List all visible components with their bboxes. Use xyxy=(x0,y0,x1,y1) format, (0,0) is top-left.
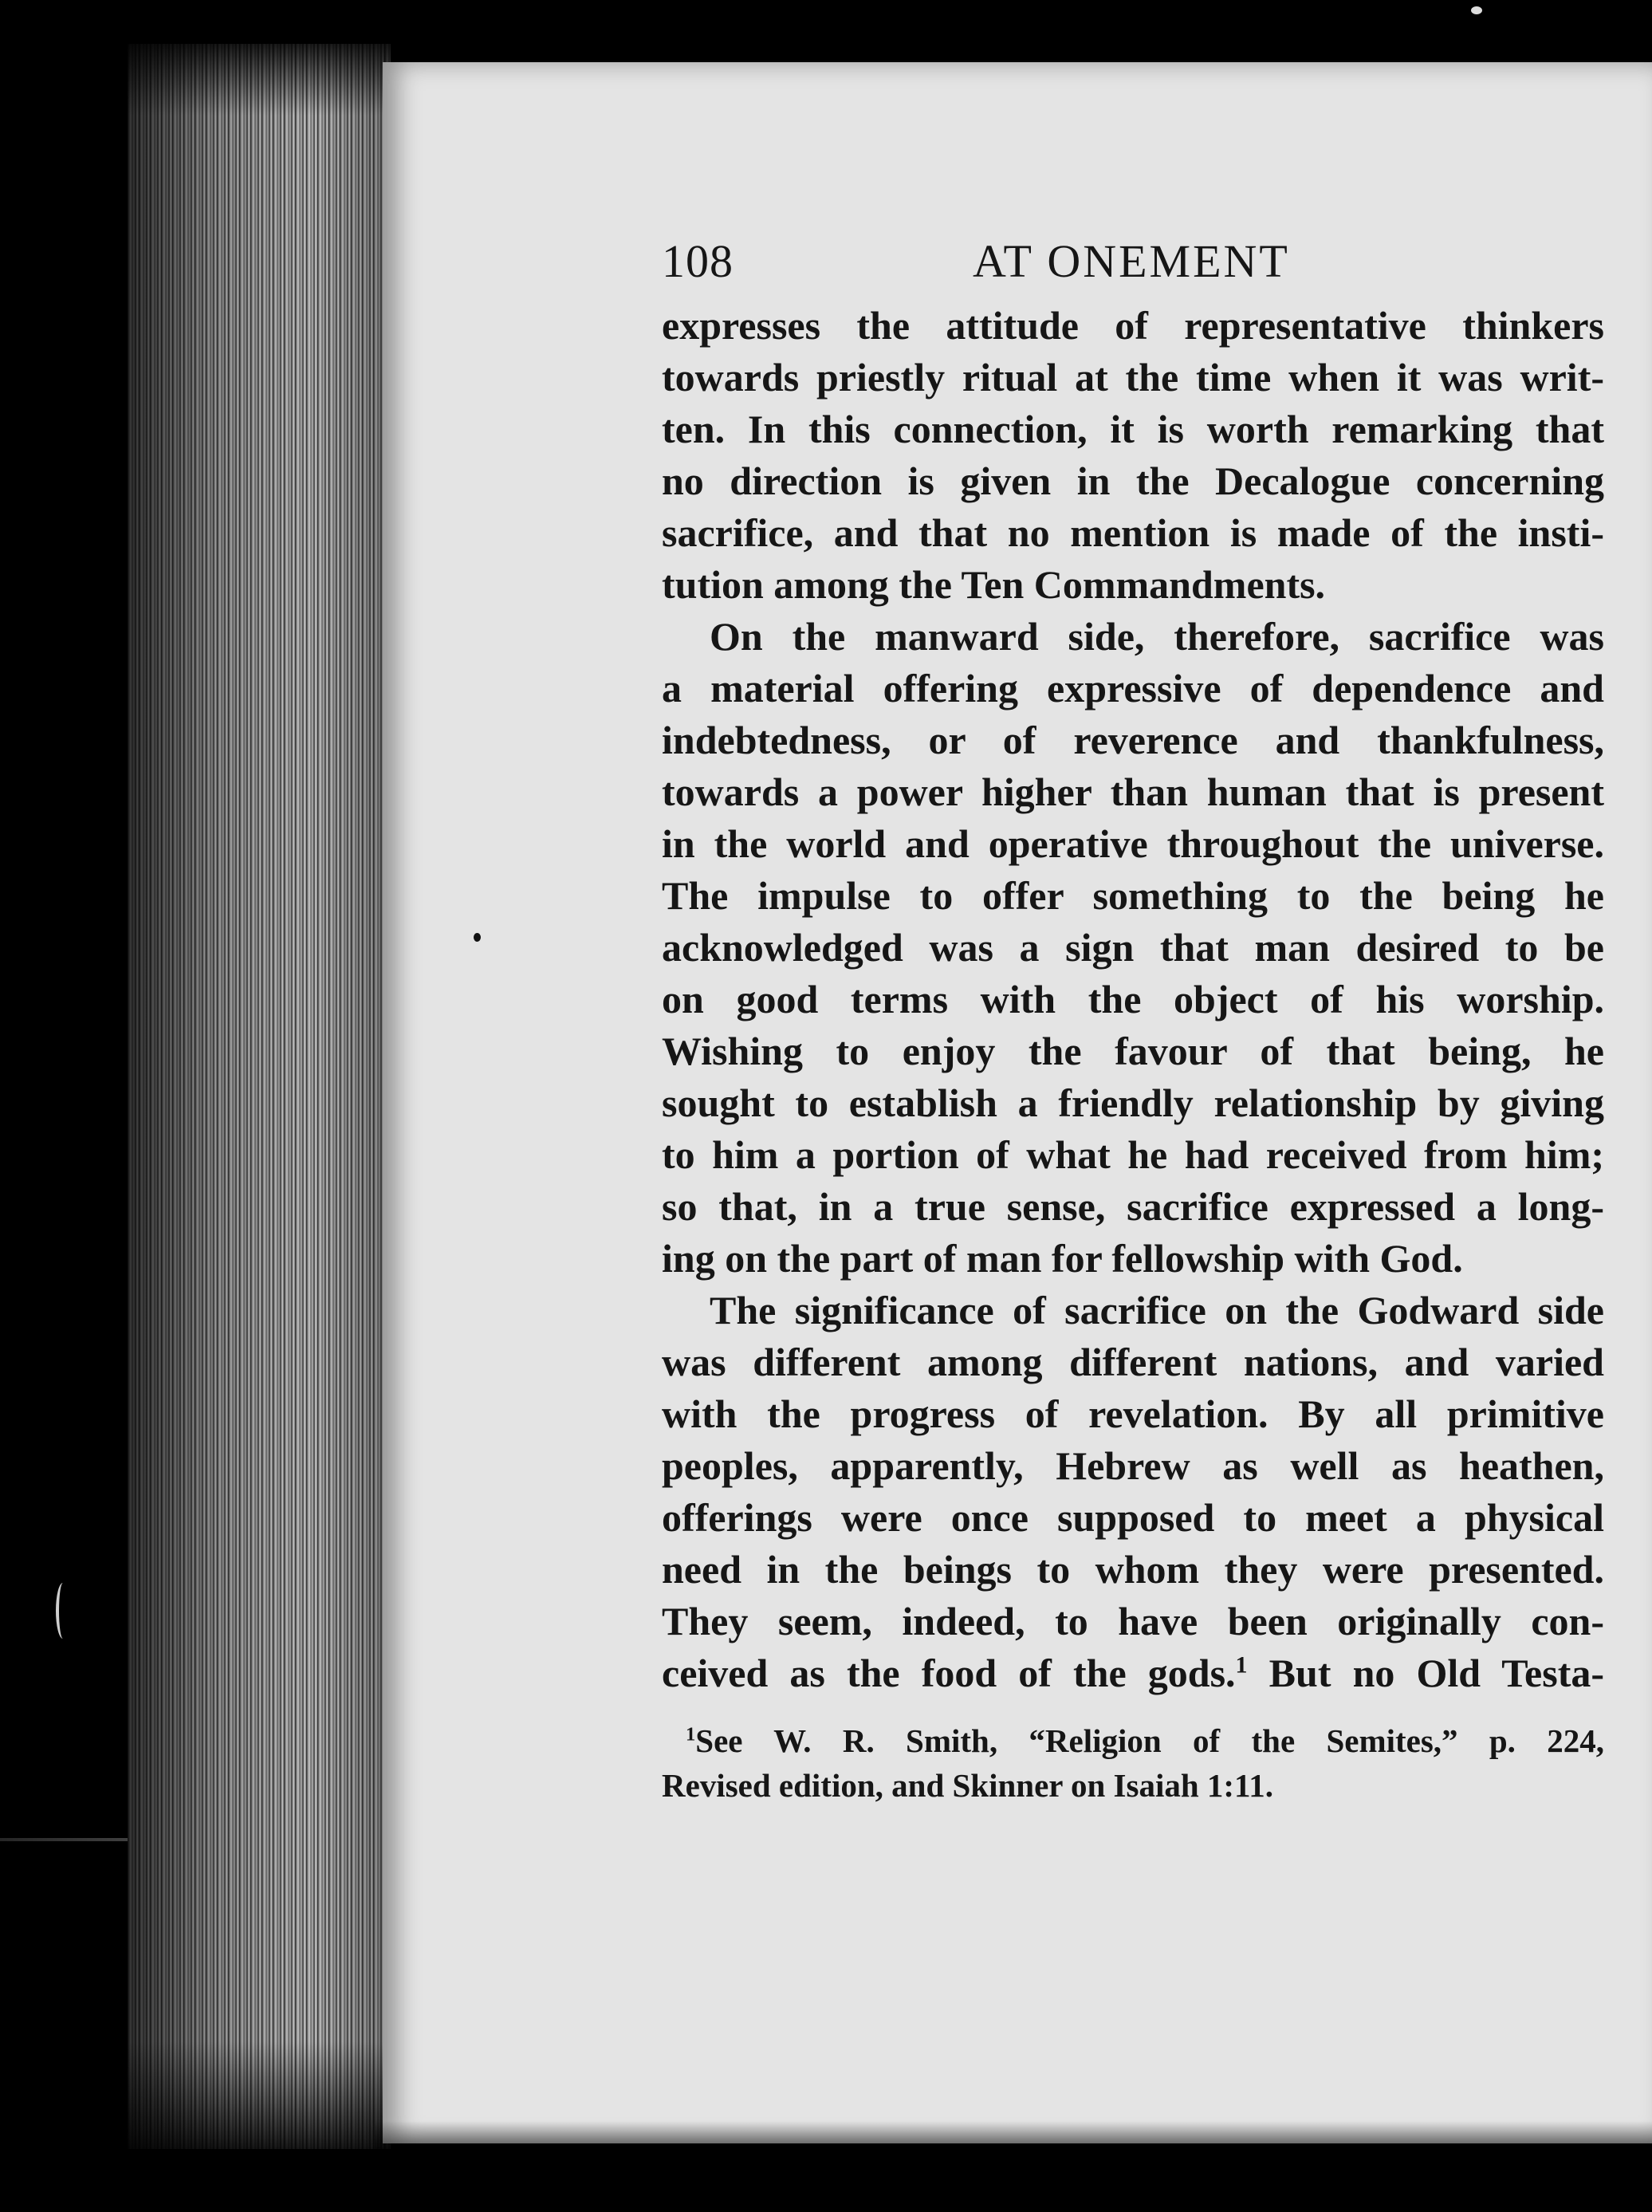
footnote-reference: 1 xyxy=(1235,1651,1248,1679)
text-line: so that, in a true sense, sacrifice expressed a long- xyxy=(662,1184,1604,1229)
footnote xyxy=(662,1718,1604,1808)
text-line: The significance of sacrifice on the Godward side xyxy=(710,1288,1604,1332)
ink-speck xyxy=(474,933,481,942)
scan-bracket-mark xyxy=(56,1583,70,1639)
page-edges-top-shadow xyxy=(128,44,391,116)
text-line: was different among different nations, and varied xyxy=(662,1340,1604,1384)
text-fragment: But no Old Testa- xyxy=(1268,1651,1604,1695)
text-line: a material offering expressive of dependence and xyxy=(662,666,1604,710)
page-bottom-shadow xyxy=(375,2121,1652,2153)
running-head: AT ONEMENT xyxy=(973,235,1290,287)
text-line: need in the beings to whom they were presented. xyxy=(662,1547,1604,1592)
text-line-with-footnote-ref xyxy=(662,1647,1604,1699)
page-edges-bottom-shadow xyxy=(128,2041,391,2153)
text-line: Wishing to enjoy the favour of that being, he xyxy=(662,1029,1604,1073)
text-line: with the progress of revelation. By all primitive xyxy=(662,1391,1604,1436)
footnote-text: See W. R. Smith, “Religion of the Semites,” p. 224, xyxy=(695,1722,1604,1759)
footnote-line xyxy=(662,1718,1604,1763)
text-line: offerings were once supposed to meet a physical xyxy=(662,1495,1604,1540)
scan-speck xyxy=(1471,6,1482,14)
text-line: on good terms with the object of his worship. xyxy=(662,977,1604,1021)
text-fragment: ceived as the food of the gods. xyxy=(662,1651,1236,1695)
text-line: ten. In this connection, it is worth remarking that xyxy=(662,407,1604,451)
body-text xyxy=(662,300,1604,1699)
text-line: ing on the part of man for fellowship with God. xyxy=(662,1236,1463,1281)
text-line: On the manward side, therefore, sacrifice was xyxy=(710,614,1604,659)
footnote-marker: 1 xyxy=(686,1723,696,1746)
text-line: towards priestly ritual at the time when it was writ- xyxy=(662,355,1604,399)
page-edges-shade xyxy=(128,44,391,2149)
text-line: no direction is given in the Decalogue concerning xyxy=(662,459,1604,503)
page-number: 108 xyxy=(662,235,734,287)
text-line: tution among the Ten Commandments. xyxy=(662,562,1326,607)
text-line: The impulse to offer something to the being he xyxy=(662,873,1604,918)
text-line: sacrifice, and that no mention is made of the insti- xyxy=(662,510,1604,555)
text-line: They seem, indeed, to have been originally con- xyxy=(662,1599,1604,1643)
text-line: peoples, apparently, Hebrew as well as heathen, xyxy=(662,1443,1604,1488)
page-content xyxy=(662,223,1604,1808)
text-line: indebtedness, or of reverence and thankfulness, xyxy=(662,718,1604,762)
text-line: acknowledged was a sign that man desired to be xyxy=(662,925,1604,970)
text-line: sought to establish a friendly relationship by giving xyxy=(662,1080,1604,1125)
text-line: in the world and operative throughout the universe. xyxy=(662,821,1604,866)
footnote-line: Revised edition, and Skinner on Isaiah 1:11. xyxy=(662,1767,1274,1804)
text-line: expresses the attitude of representative thinkers xyxy=(662,303,1604,348)
text-line: to him a portion of what he had received from him; xyxy=(662,1132,1604,1177)
text-line: towards a power higher than human that is present xyxy=(662,769,1604,814)
page-header xyxy=(662,223,1604,300)
